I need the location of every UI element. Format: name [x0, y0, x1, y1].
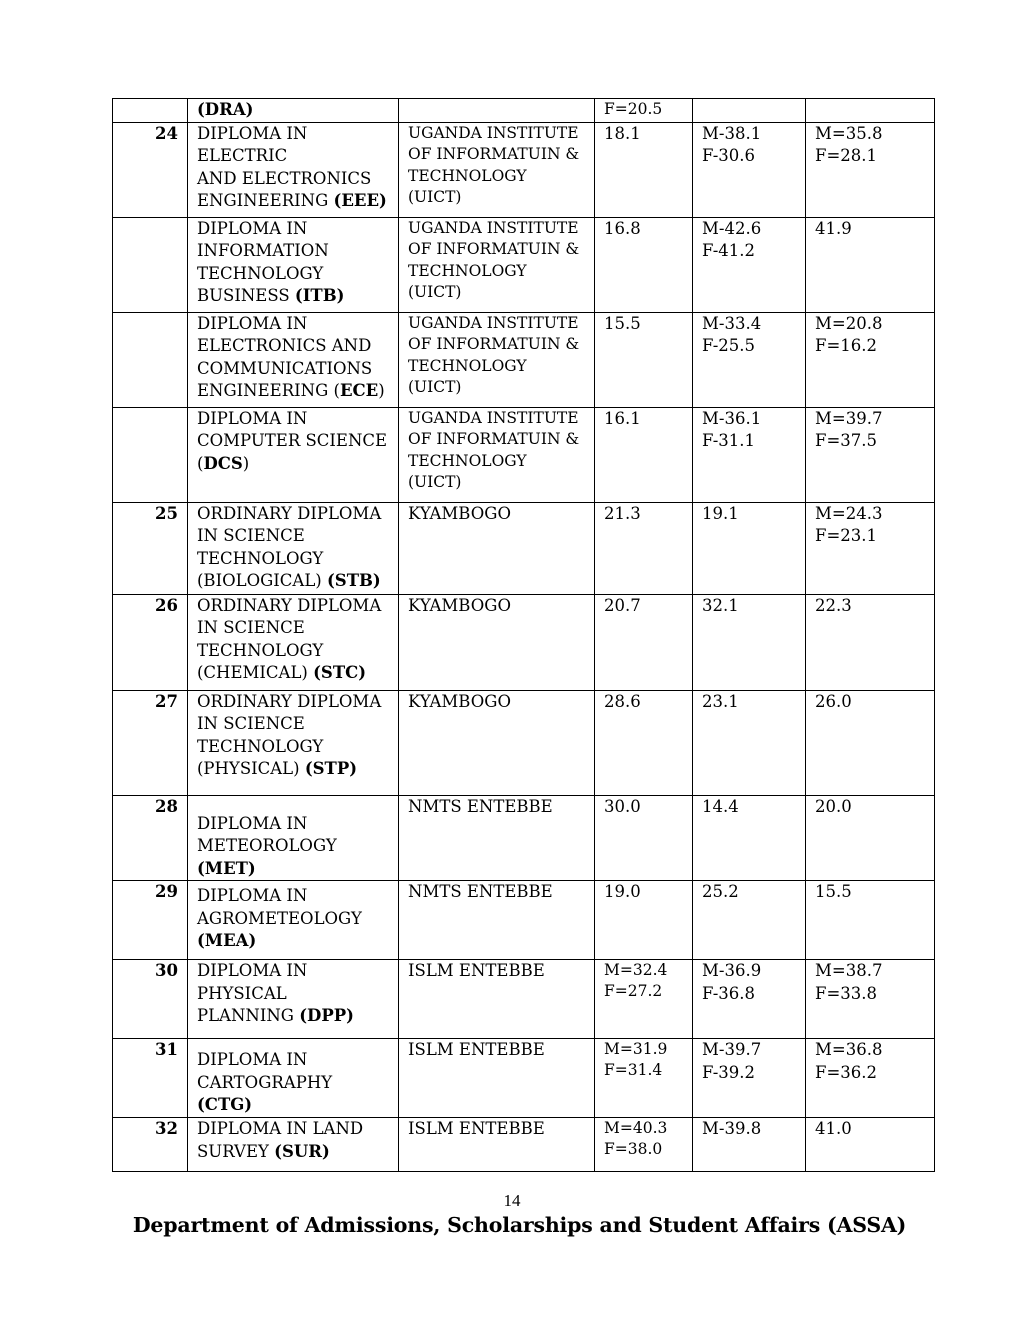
programme-cell: ORDINARY DIPLOMA IN SCIENCE TECHNOLOGY (CHEMICAL) (STC) [188, 594, 399, 690]
programme-code: (MEA) [197, 931, 257, 950]
row-number: 24 [113, 122, 188, 217]
institution-cell: UGANDA INSTITUTE OF INFORMATUIN & TECHNOLOGY (UICT) [399, 217, 595, 312]
institution-cell: ISLM ENTEBBE [399, 1039, 595, 1118]
row-number [113, 99, 188, 123]
row-number [113, 217, 188, 312]
programme-cell: DIPLOMA IN ELECTRONICS AND COMMUNICATIONS ENGINEERING (ECE) [188, 312, 399, 407]
programme-code: (STP) [304, 759, 358, 778]
institution-cell: KYAMBOGO [399, 594, 595, 690]
cutoff-cell: 28.6 [595, 690, 693, 795]
row-number [113, 312, 188, 407]
cutoff-points-table [112, 98, 935, 1172]
cutoff-cell: 25.2 [693, 881, 806, 960]
row-number: 29 [113, 881, 188, 960]
institution-cell: KYAMBOGO [399, 502, 595, 594]
footer-department-title: Department of Admissions, Scholarships and Student Affairs (ASSA) [132, 1213, 907, 1237]
cutoff-cell: M=20.8 F=16.2 [806, 312, 935, 407]
programme-code: DCS [203, 453, 243, 473]
programme-cell: DIPLOMA IN LAND SURVEY (SUR) [188, 1118, 399, 1172]
cutoff-cell: M-42.6 F-41.2 [693, 217, 806, 312]
cutoff-cell: 16.1 [595, 407, 693, 502]
programme-code: (STC) [313, 663, 367, 682]
table-row [113, 960, 935, 1039]
row-number: 28 [113, 795, 188, 881]
cutoff-cell: M-38.1 F-30.6 [693, 122, 806, 217]
cutoff-cell: M=24.3 F=23.1 [806, 502, 935, 594]
programme-code: (DRA) [197, 100, 254, 119]
row-number: 25 [113, 502, 188, 594]
table-row [113, 1039, 935, 1118]
programme-cell: DIPLOMA IN ELECTRIC AND ELECTRONICS ENGINEERING (EEE) [188, 122, 399, 217]
cutoff-cell: M-36.9 F-36.8 [693, 960, 806, 1039]
table-row [113, 122, 935, 217]
programme-code: (CTG) [197, 1095, 253, 1114]
cutoff-cell: 30.0 [595, 795, 693, 881]
programme-code: (STB) [326, 571, 381, 590]
table-row [113, 99, 935, 123]
cutoff-cell: M=36.8 F=36.2 [806, 1039, 935, 1118]
programme-cell: DIPLOMA IN METEOROLOGY (MET) [188, 795, 399, 881]
table-row [113, 407, 935, 502]
programme-code: (DPP) [299, 1006, 354, 1025]
cutoff-cell [693, 99, 806, 123]
programme-cell: DIPLOMA IN COMPUTER SCIENCE (DCS) [188, 407, 399, 502]
cutoff-cell: M-39.7 F-39.2 [693, 1039, 806, 1118]
cutoff-cell: 15.5 [595, 312, 693, 407]
cutoff-cell: M-36.1 F-31.1 [693, 407, 806, 502]
cutoff-cell: 41.9 [806, 217, 935, 312]
cutoff-cell: M=40.3 F=38.0 [595, 1118, 693, 1172]
row-number [113, 407, 188, 502]
programme-cell: DIPLOMA IN CARTOGRAPHY (CTG) [188, 1039, 399, 1118]
cutoff-cell: 41.0 [806, 1118, 935, 1172]
cutoff-cell: 22.3 [806, 594, 935, 690]
programme-cell [188, 99, 399, 123]
cutoff-cell: M=38.7 F=33.8 [806, 960, 935, 1039]
row-number: 26 [113, 594, 188, 690]
institution-cell: ISLM ENTEBBE [399, 1118, 595, 1172]
cutoff-cell [806, 99, 935, 123]
table-row [113, 594, 935, 690]
table-row [113, 1118, 935, 1172]
table-row [113, 217, 935, 312]
row-number: 32 [113, 1118, 188, 1172]
programme-code: (MET) [197, 858, 256, 878]
cutoff-cell: 20.0 [806, 795, 935, 881]
cutoff-cell: 26.0 [806, 690, 935, 795]
programme-code: (EEE) [333, 191, 387, 210]
row-number: 30 [113, 960, 188, 1039]
cutoff-cell: 14.4 [693, 795, 806, 881]
institution-cell: NMTS ENTEBBE [399, 881, 595, 960]
institution-cell: ISLM ENTEBBE [399, 960, 595, 1039]
table-row [113, 690, 935, 795]
institution-cell: NMTS ENTEBBE [399, 795, 595, 881]
cutoff-cell: 21.3 [595, 502, 693, 594]
institution-cell [399, 99, 595, 123]
cutoff-cell: 19.1 [693, 502, 806, 594]
row-number: 27 [113, 690, 188, 795]
table-row [113, 795, 935, 881]
institution-cell: KYAMBOGO [399, 690, 595, 795]
cutoff-cell: M=32.4 F=27.2 [595, 960, 693, 1039]
table-row [113, 312, 935, 407]
cutoff-cell: M=35.8 F=28.1 [806, 122, 935, 217]
table-row [113, 502, 935, 594]
programme-cell: DIPLOMA IN PHYSICAL PLANNING (DPP) [188, 960, 399, 1039]
page-number: 14 [503, 1191, 521, 1210]
cutoff-cell: F=20.5 [595, 99, 693, 123]
cutoff-cell: 20.7 [595, 594, 693, 690]
programme-cell: DIPLOMA IN AGROMETEOLOGY (MEA) [188, 881, 399, 960]
cutoff-cell: 32.1 [693, 594, 806, 690]
cutoff-cell: M-39.8 [693, 1118, 806, 1172]
row-number: 31 [113, 1039, 188, 1118]
cutoff-cell: 18.1 [595, 122, 693, 217]
cutoff-cell: 16.8 [595, 217, 693, 312]
programme-cell: ORDINARY DIPLOMA IN SCIENCE TECHNOLOGY (PHYSICAL) (STP) [188, 690, 399, 795]
programme-cell: DIPLOMA IN INFORMATION TECHNOLOGY BUSINESS (ITB) [188, 217, 399, 312]
programme-code: (ITB) [294, 286, 345, 305]
cutoff-cell: 19.0 [595, 881, 693, 960]
institution-cell: UGANDA INSTITUTE OF INFORMATUIN & TECHNOLOGY (UICT) [399, 122, 595, 217]
cutoff-cell: M-33.4 F-25.5 [693, 312, 806, 407]
cutoff-cell: M=31.9 F=31.4 [595, 1039, 693, 1118]
programme-code: ECE [339, 381, 379, 400]
programme-cell: ORDINARY DIPLOMA IN SCIENCE TECHNOLOGY (BIOLOGICAL) (STB) [188, 502, 399, 594]
cutoff-cell: M=39.7 F=37.5 [806, 407, 935, 502]
cutoff-cell: 15.5 [806, 881, 935, 960]
institution-cell: UGANDA INSTITUTE OF INFORMATUIN & TECHNOLOGY (UICT) [399, 407, 595, 502]
table-row [113, 881, 935, 960]
cutoff-cell: 23.1 [693, 690, 806, 795]
programme-code: (SUR) [274, 1141, 330, 1161]
institution-cell: UGANDA INSTITUTE OF INFORMATUIN & TECHNOLOGY (UICT) [399, 312, 595, 407]
